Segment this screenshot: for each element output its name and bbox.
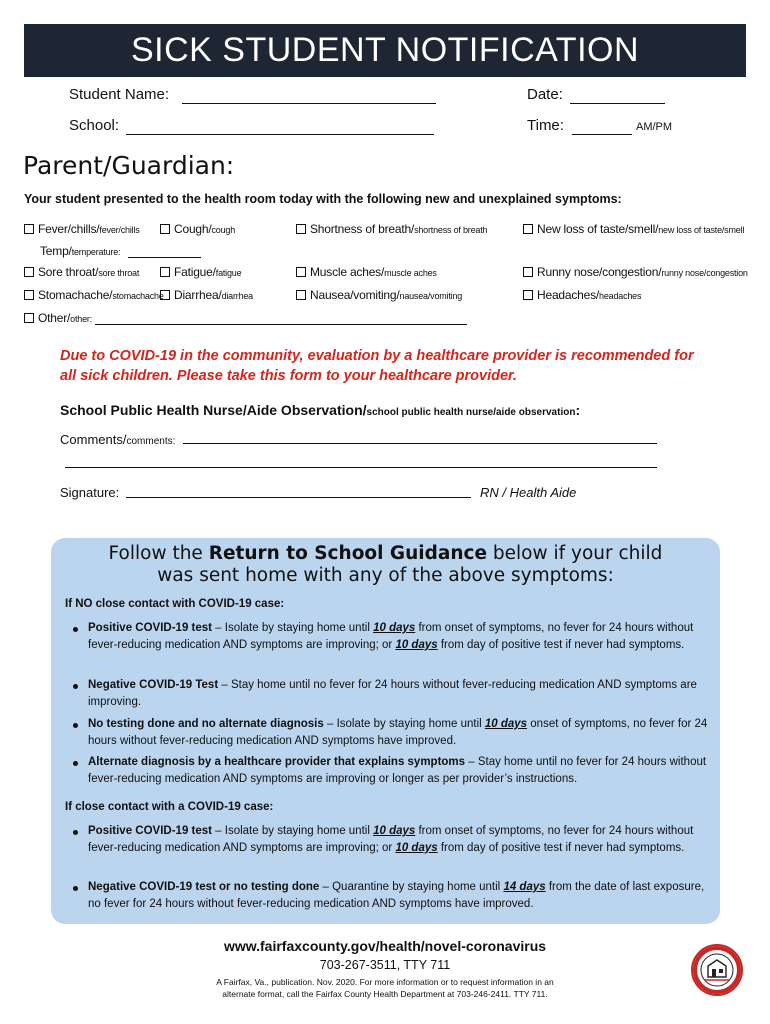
rn-aide-label: RN / Health Aide	[480, 485, 577, 500]
checkbox-icon[interactable]	[523, 267, 533, 277]
checkbox-icon[interactable]	[160, 267, 170, 277]
county-seal-icon	[691, 944, 743, 996]
date-label: Date:	[527, 86, 563, 103]
symptom-taste[interactable]: New loss of taste/smell/new loss of taste/smell	[523, 222, 744, 236]
parent-heading: Parent/Guardian:	[23, 151, 235, 180]
school-label: School:	[69, 117, 120, 134]
checkbox-icon[interactable]	[296, 290, 306, 300]
no-contact-title: If NO close contact with COVID-19 case:	[65, 598, 285, 610]
symptom-fatigue[interactable]: Fatigue/fatigue	[160, 265, 241, 279]
checkbox-icon[interactable]	[24, 313, 34, 323]
other-line[interactable]	[95, 324, 467, 325]
date-line[interactable]	[570, 103, 665, 104]
guidance-item: Positive COVID-19 test – Isolate by staying home until 10 days from onset of symptoms, no fever for 24 hours without fever-reducing medication AND symptoms are improving; or 10 days from day of positive test if never had symptoms.	[71, 620, 711, 654]
comments-label: Comments/comments:	[60, 432, 176, 447]
student-name-label: Student Name:	[69, 86, 170, 103]
time-line[interactable]	[572, 134, 632, 135]
checkbox-icon[interactable]	[160, 290, 170, 300]
symptom-nausea[interactable]: Nausea/vomiting/nausea/vomiting	[296, 288, 462, 302]
checkbox-icon[interactable]	[24, 267, 34, 277]
symptom-fever[interactable]: Fever/chills/fever/chills	[24, 222, 140, 236]
symptom-cough[interactable]: Cough/cough	[160, 222, 235, 236]
symptom-throat[interactable]: Sore throat/sore throat	[24, 265, 139, 279]
guidance-item: Alternate diagnosis by a healthcare provider that explains symptoms – Stay home until no fever for 24 hours without fever-reducing medication AND symptoms are improving or longer as per provider’s instructions.	[71, 754, 711, 788]
comments-line-2[interactable]	[65, 467, 657, 468]
symptom-other[interactable]: Other/other:	[24, 311, 92, 325]
intro-text: Your student presented to the health room today with the following new and unexplained symptoms:	[24, 192, 622, 206]
temperature-line[interactable]	[128, 257, 201, 258]
symptom-headache[interactable]: Headaches/headaches	[523, 288, 641, 302]
title-bar	[24, 24, 746, 77]
guidance-item: Negative COVID-19 Test – Stay home until no fever for 24 hours without fever-reducing medication AND symptoms are improving.	[71, 677, 711, 711]
checkbox-icon[interactable]	[24, 290, 34, 300]
comments-line-1[interactable]	[183, 443, 657, 444]
checkbox-icon[interactable]	[523, 224, 533, 234]
temperature-field: Temp/temperature:	[40, 244, 121, 258]
guidance-box	[51, 538, 720, 924]
footer-note: A Fairfax, Va., publication. Nov. 2020. For more information or to request information in an alternate format, call the Fairfax County Health Department at 703-246-2411. TTY 711.	[216, 977, 554, 999]
contact-title: If close contact with a COVID-19 case:	[65, 801, 274, 813]
footer-phone: 703-267-3511, TTY 711	[319, 958, 451, 972]
guidance-item: No testing done and no alternate diagnosis – Isolate by staying home until 10 days onset of symptoms, no fever for 24 hours without fever-reducing medication AND symptoms have improved.	[71, 716, 711, 750]
guidance-item: Negative COVID-19 test or no testing done – Quarantine by staying home until 14 days from the date of last exposure, no fever for 24 hours without fever-reducing medication AND symptoms have improved.	[71, 879, 711, 913]
school-line[interactable]	[126, 134, 434, 135]
symptom-stomach[interactable]: Stomachache/stomachache	[24, 288, 164, 302]
covid-notice: Due to COVID-19 in the community, evaluation by a healthcare provider is recommended for all sick children. Please take this form to your healthcare provider.	[60, 348, 694, 384]
student-name-line[interactable]	[182, 103, 436, 104]
symptom-muscle[interactable]: Muscle aches/muscle aches	[296, 265, 437, 279]
guidance-item: Positive COVID-19 test – Isolate by staying home until 10 days from onset of symptoms, no fever for 24 hours without fever-reducing medication AND symptoms are improving; or 10 days from day of positive test if never had symptoms.	[71, 823, 711, 857]
checkbox-icon[interactable]	[160, 224, 170, 234]
guidance-heading: Follow the Return to School Guidance below if your child was sent home with any of the above symptoms:	[108, 543, 663, 586]
time-label: Time:	[527, 117, 564, 134]
footer-url-link[interactable]: www.fairfaxcounty.gov/health/novel-coronavirus	[223, 938, 547, 954]
symptom-breath[interactable]: Shortness of breath/shortness of breath	[296, 222, 487, 236]
checkbox-icon[interactable]	[523, 290, 533, 300]
signature-label: Signature:	[60, 485, 120, 500]
symptom-nose[interactable]: Runny nose/congestion/runny nose/congestion	[523, 265, 748, 279]
checkbox-icon[interactable]	[296, 267, 306, 277]
checkbox-icon[interactable]	[296, 224, 306, 234]
ampm-label: AM/PM	[636, 121, 673, 133]
observation-heading: School Public Health Nurse/Aide Observation/school public health nurse/aide observation:	[60, 402, 581, 418]
page-title: SICK STUDENT NOTIFICATION	[130, 31, 640, 69]
checkbox-icon[interactable]	[24, 224, 34, 234]
symptom-diarrhea[interactable]: Diarrhea/diarrhea	[160, 288, 253, 302]
signature-line[interactable]	[126, 497, 471, 498]
